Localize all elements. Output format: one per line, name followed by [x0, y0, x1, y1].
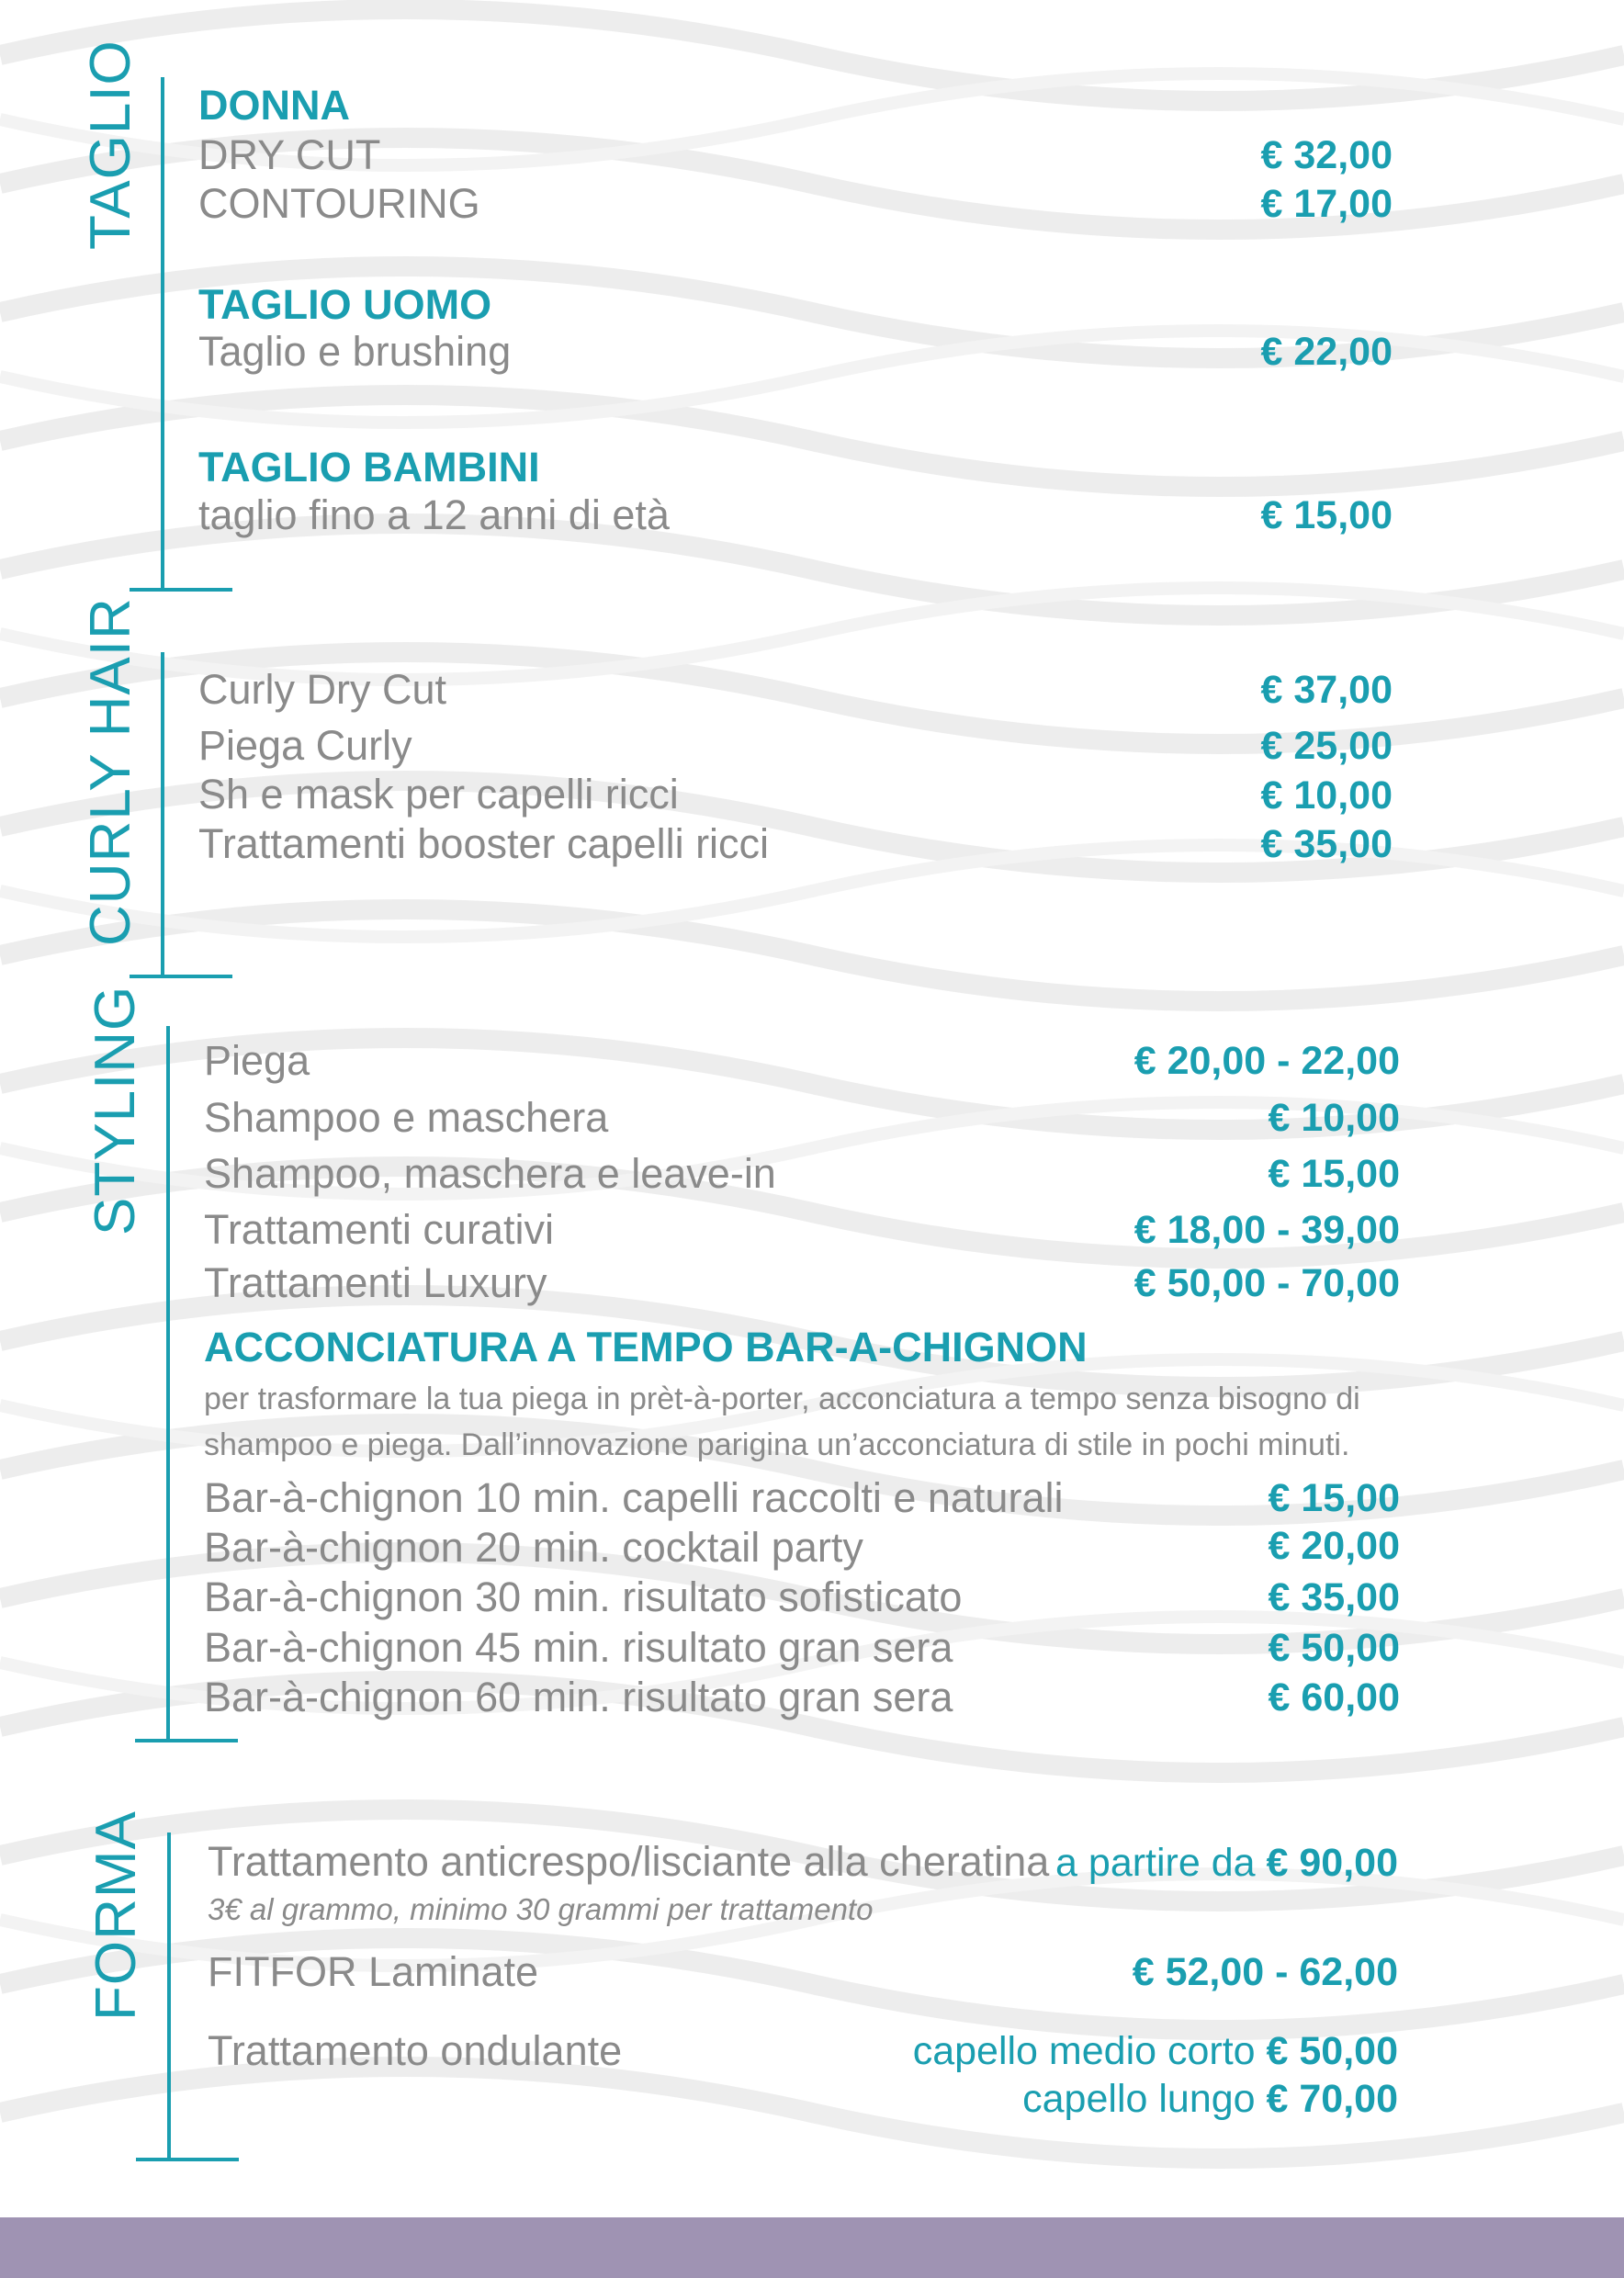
section-divider-horizontal — [130, 588, 232, 592]
section-divider-vertical — [166, 1026, 170, 1742]
price: € 25,00 — [1260, 724, 1393, 768]
list-item: Bar-à-chignon 60 min. risultato gran sera — [204, 1674, 953, 1720]
list-item: Bar-à-chignon 30 min. risultato sofisticato — [204, 1573, 963, 1620]
price: € 18,00 - 39,00 — [1133, 1208, 1400, 1252]
list-item: Bar-à-chignon 45 min. risultato gran sera — [204, 1624, 953, 1671]
price: € 10,00 — [1260, 773, 1393, 818]
price: € 17,00 — [1260, 182, 1393, 226]
section-divider-vertical — [161, 77, 164, 592]
list-item: taglio fino a 12 anni di età — [198, 491, 670, 538]
list-item: Sh e mask per capelli ricci — [198, 771, 679, 818]
list-item: Shampoo e maschera — [204, 1094, 609, 1141]
heading-taglio-uomo: TAGLIO UOMO — [198, 281, 492, 328]
section-title-curly-hair: CURLY HAIR — [79, 597, 142, 946]
price — [1055, 1841, 1398, 1885]
list-item: FITFOR Laminate — [208, 1948, 539, 1995]
price: € 15,00 — [1260, 493, 1393, 537]
list-item: Shampoo, maschera e leave-in — [204, 1150, 776, 1197]
list-item: CONTOURING — [198, 180, 480, 227]
price: € 15,00 — [1268, 1152, 1400, 1196]
price: € 52,00 - 62,00 — [1132, 1950, 1398, 1994]
list-item: Bar-à-chignon 10 min. capelli raccolti e naturali — [204, 1474, 1064, 1521]
footer-band — [0, 2217, 1624, 2278]
item-note: 3€ al grammo, minimo 30 grammi per trattamento — [208, 1892, 874, 1926]
section-divider-vertical — [167, 1833, 171, 2161]
heading-donna: DONNA — [198, 82, 350, 129]
list-item: Trattamento anticrespo/lisciante alla cheratina — [208, 1838, 1050, 1885]
price: € 60,00 — [1268, 1675, 1400, 1720]
list-item: Piega Curly — [198, 722, 412, 769]
price: € 20,00 — [1268, 1524, 1400, 1568]
section-title-forma: FORMA — [85, 1810, 148, 2021]
description-line: per trasformare la tua piega in prèt-à-porter, acconciatura a tempo senza bisogno di — [204, 1381, 1360, 1416]
price: € 35,00 — [1260, 822, 1393, 866]
list-item: Taglio e brushing — [198, 328, 512, 375]
section-divider-horizontal — [136, 2158, 239, 2161]
price-value: € 50,00 — [1266, 2029, 1398, 2073]
price-prefix: capello medio corto — [912, 2029, 1256, 2073]
list-item: Bar-à-chignon 20 min. cocktail party — [204, 1524, 863, 1571]
list-item: Curly Dry Cut — [198, 666, 447, 713]
heading-bar-a-chignon: ACCONCIATURA A TEMPO BAR-A-CHIGNON — [204, 1324, 1088, 1370]
list-item: Piega — [204, 1037, 310, 1084]
price-value: € 90,00 — [1266, 1841, 1398, 1885]
price: € 50,00 - 70,00 — [1133, 1261, 1400, 1305]
list-item: Trattamenti Luxury — [204, 1259, 547, 1306]
list-item: Trattamento ondulante — [208, 2027, 623, 2074]
price: € 37,00 — [1260, 668, 1393, 712]
price: € 22,00 — [1260, 330, 1393, 374]
section-title-taglio: TAGLIO — [79, 39, 142, 250]
price: € 35,00 — [1268, 1575, 1400, 1619]
list-item: Trattamenti curativi — [204, 1206, 554, 1253]
price-value: € 70,00 — [1266, 2077, 1398, 2121]
section-divider-horizontal — [135, 1739, 238, 1742]
price: € 20,00 - 22,00 — [1133, 1039, 1400, 1083]
heading-taglio-bambini: TAGLIO BAMBINI — [198, 444, 540, 491]
price — [912, 2029, 1398, 2073]
section-title-styling: STYLING — [84, 985, 147, 1235]
price-prefix: capello lungo — [1022, 2077, 1256, 2121]
section-divider-horizontal — [130, 975, 232, 978]
description-line: shampoo e piega. Dall’innovazione parigina un’acconciatura di stile in pochi minuti. — [204, 1427, 1350, 1462]
price: € 15,00 — [1268, 1476, 1400, 1520]
price: € 32,00 — [1260, 133, 1393, 177]
section-divider-vertical — [161, 652, 164, 978]
price: € 50,00 — [1268, 1626, 1400, 1670]
price: € 10,00 — [1268, 1096, 1400, 1140]
list-item: Trattamenti booster capelli ricci — [198, 820, 770, 867]
price-prefix: a partire da — [1055, 1841, 1256, 1885]
list-item: DRY CUT — [198, 131, 381, 178]
price — [1022, 2077, 1398, 2121]
